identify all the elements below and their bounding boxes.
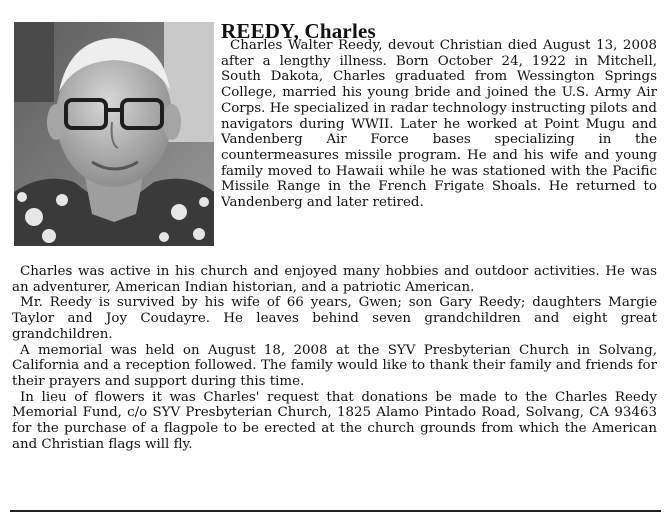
- bottom-rule: [10, 510, 661, 512]
- body-paragraph: Mr. Reedy is survived by his wife of 66 years, Gwen; son Gary Reedy; daughters Margie Taylor and Joy Coudayre. He leaves behind seven grandchildren and eight great grandchildren.: [12, 295, 657, 342]
- body-paragraph: A memorial was held on August 18, 2008 at the SYV Presbyterian Church in Solvang, California and a reception followed. The family would like to thank their family and friends for their prayers and support during this time.: [12, 342, 657, 389]
- body-paragraph: Charles was active in his church and enjoyed many hobbies and outdoor activities. He was an adventurer, American Indian historian, and a patriotic American.: [12, 264, 657, 295]
- lead-paragraph: Charles Walter Reedy, devout Christian died August 13, 2008 after a lengthy illness. Born October 24, 1922 in Mitchell, South Dakota, Charles graduated from Wessington Springs College, married his young bride and joined the U.S. Army Air Corps. He specialized in radar technology instructing pilots and navigators during WWII. Later he worked at Point Mugu and Vandenberg Air Force bases specializing in the countermeasures missile program. He and his wife and young family moved to Hawaii while he was stationed with the Pacific Missile Range in the French Frigate Shoals. He returned to Vandenberg and later retired.: [221, 38, 657, 211]
- body-paragraph: In lieu of flowers it was Charles' request that donations be made to the Charles Reedy Memorial Fund, c/o SYV Presbyterian Church, 1825 Alamo Pintado Road, Solvang, CA 93463 for the purchase of a flagpole to be erected at the church grounds from which the American and Christian flags will fly.: [12, 389, 657, 452]
- portrait-photo: [14, 22, 214, 246]
- obituary-body: [12, 264, 657, 452]
- obituary-headline: REEDY, Charles: [221, 19, 376, 43]
